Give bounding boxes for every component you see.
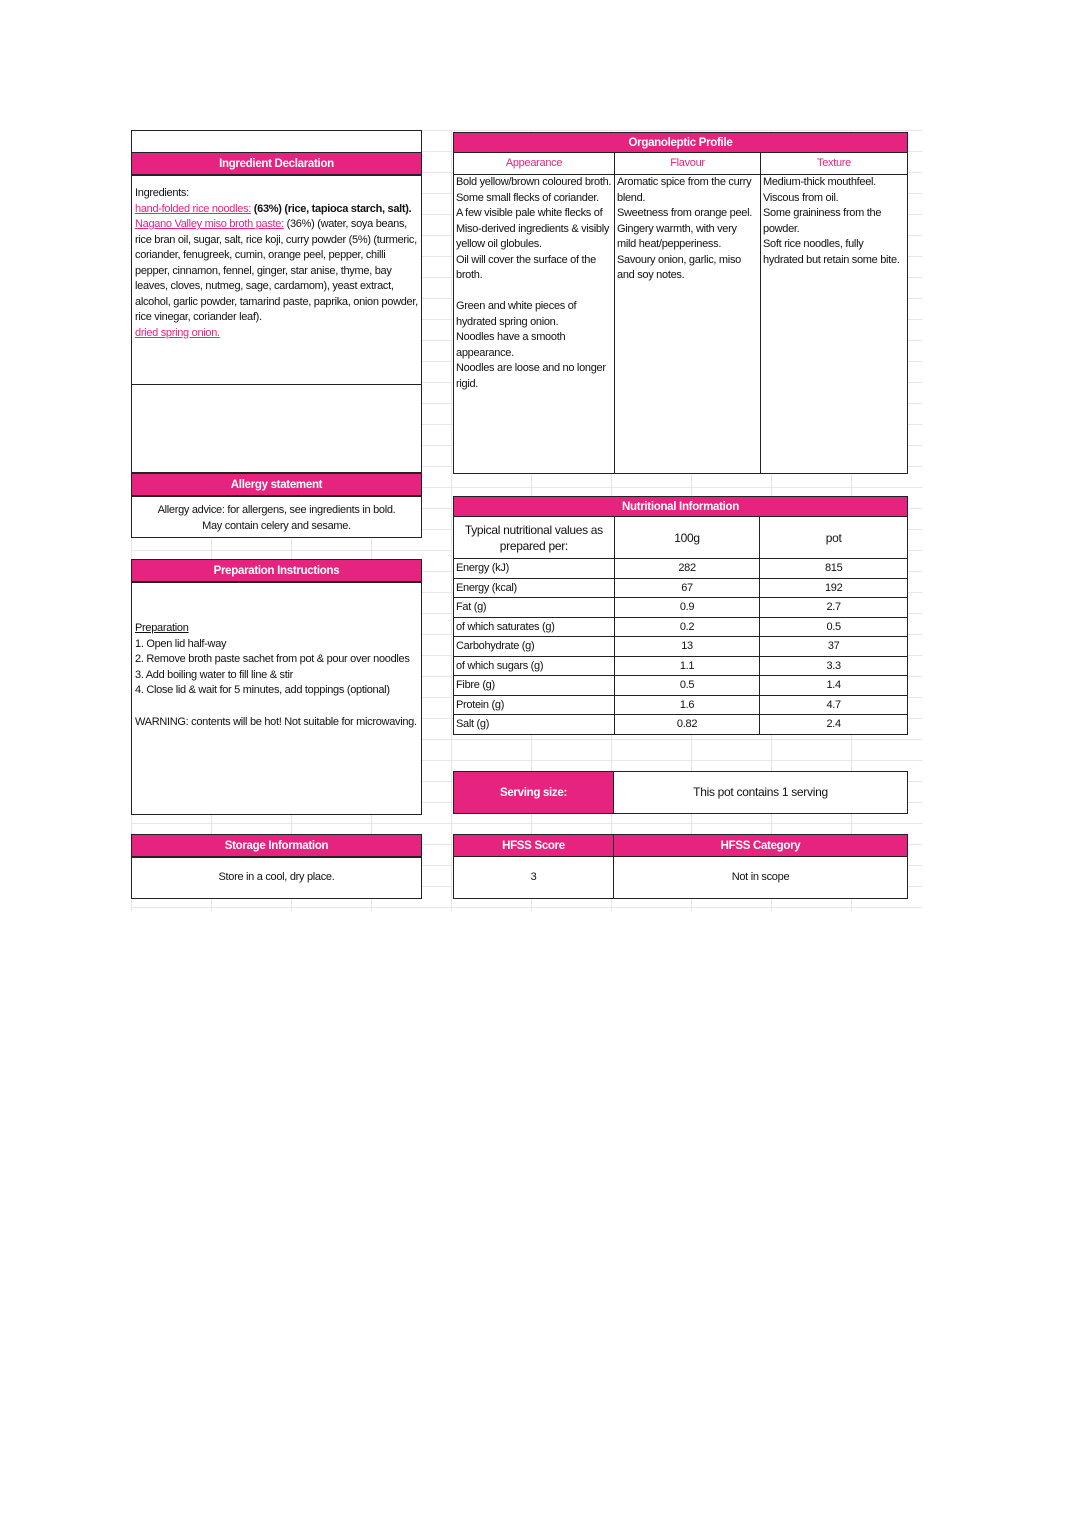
- table-row: [454, 676, 908, 696]
- ingredient-broth-detail: (36%) (water, soya beans, rice bran oil, sugar, salt, rice koji, curry powder (5%) (turmeric, coriander, fenugreek, cumin, orange peel, pepper, chilli pepper, cinnamon, fennel, ginger, star anise, thyme, bay leaves, cloves, nutmeg, sage, cardamom), yeast extract, alcohol, garlic powder, tamarind paste, paprika, onion powder, rice vinegar, coriander leaf).: [135, 218, 418, 323]
- allergy-box: [131, 496, 422, 538]
- table-row: [454, 617, 908, 637]
- nutrient-name: Energy (kJ): [454, 559, 615, 579]
- preparation-step-1: 1. Open lid half-way: [135, 637, 227, 650]
- table-row: [454, 578, 908, 598]
- ingredient-onion-name: dried spring onion.: [135, 326, 220, 339]
- nutrient-per-pot: 2.7: [760, 598, 908, 618]
- hfss-score-header: HFSS Score: [453, 834, 614, 857]
- allergy-line-1: Allergy advice: for allergens, see ingredients in bold.: [157, 504, 396, 516]
- table-row: [454, 695, 908, 715]
- preparation-header: Preparation Instructions: [131, 559, 422, 582]
- nutrition-table-header-row: [454, 517, 908, 559]
- spreadsheet-page: [131, 130, 922, 911]
- preparation-title: Preparation: [135, 622, 189, 634]
- serving-size-label: Serving size:: [453, 771, 614, 814]
- nutrient-per-100g: 67: [614, 578, 760, 598]
- organoleptic-body: [453, 174, 908, 474]
- allergy-header: Allergy statement: [131, 473, 422, 496]
- ingredient-noodles-name: hand-folded rice noodles:: [135, 202, 252, 215]
- ingredient-noodles-detail: (63%) (rice, tapioca starch, salt).: [251, 202, 412, 215]
- organoleptic-header: Organoleptic Profile: [453, 132, 908, 153]
- nutrient-per-100g: 1.1: [614, 656, 760, 676]
- nutrient-per-100g: 13: [614, 637, 760, 657]
- preparation-step-2: 2. Remove broth paste sachet from pot & pour over noodles: [135, 653, 410, 665]
- nutrient-per-100g: 0.9: [614, 598, 760, 618]
- allergy-line-2: May contain celery and sesame.: [202, 520, 351, 532]
- storage-box: [131, 857, 422, 899]
- nutrient-per-pot: 0.5: [760, 617, 908, 637]
- top-empty-cell: [131, 130, 422, 152]
- nutrient-name: Fat (g): [454, 598, 615, 618]
- nutrient-per-100g: 0.5: [614, 676, 760, 696]
- nutrition-header: Nutritional Information: [453, 496, 908, 517]
- nutrition-pot-header: pot: [760, 517, 908, 559]
- ingredients-label: Ingredients:: [135, 187, 189, 199]
- nutrient-name: Protein (g): [454, 695, 615, 715]
- ingredient-text: [135, 186, 418, 341]
- nutrition-values-label: Typical nutritional values as prepared per:: [454, 517, 615, 559]
- nutrition-100g-header: 100g: [614, 517, 760, 559]
- nutrient-name: Carbohydrate (g): [454, 637, 615, 657]
- nutrient-per-100g: 0.2: [614, 617, 760, 637]
- appearance-text: Bold yellow/brown coloured broth. Some small flecks of coriander. A few visible pale white flecks of Miso-derived ingredients & visibly yellow oil globules. Oil will cover the surface of the broth. Green and white pieces of hydrated spring onion. Noodles have a smooth appearance. Noodles are loose and no longer rigid.: [454, 175, 615, 473]
- nutrient-name: Energy (kcal): [454, 578, 615, 598]
- table-row: [454, 637, 908, 657]
- nutrient-per-pot: 3.3: [760, 656, 908, 676]
- preparation-box: [131, 582, 422, 815]
- flavour-text: Aromatic spice from the curry blend. Sweetness from orange peel. Gingery warmth, with very mild heat/pepperiness. Savoury onion, garlic, miso and soy notes.: [615, 175, 761, 473]
- serving-size-value: This pot contains 1 serving: [613, 771, 908, 814]
- storage-header: Storage Information: [131, 834, 422, 857]
- table-row: [454, 598, 908, 618]
- nutrient-per-100g: 0.82: [614, 715, 760, 735]
- table-row: [454, 715, 908, 735]
- nutrition-table: [453, 516, 908, 735]
- ingredient-broth-name: Nagano Valley miso broth paste:: [135, 218, 284, 230]
- preparation-step-3: 3. Add boiling water to fill line & stir: [135, 668, 293, 681]
- ingredient-spacer-box: [131, 385, 422, 473]
- flavour-column-header: Flavour: [615, 153, 761, 174]
- nutrient-name: of which sugars (g): [454, 656, 615, 676]
- table-row: [454, 656, 908, 676]
- nutrient-per-100g: 282: [614, 559, 760, 579]
- nutrient-per-pot: 192: [760, 578, 908, 598]
- nutrient-per-100g: 1.6: [614, 695, 760, 715]
- preparation-warning: WARNING: contents will be hot! Not suitable for microwaving.: [135, 715, 417, 728]
- appearance-column-header: Appearance: [454, 153, 615, 174]
- nutrient-per-pot: 815: [760, 559, 908, 579]
- table-row: [454, 559, 908, 579]
- hfss-category-value: Not in scope: [613, 856, 908, 899]
- ingredient-declaration-header: Ingredient Declaration: [131, 152, 422, 175]
- ingredient-declaration-box: [131, 175, 422, 385]
- preparation-step-4: 4. Close lid & wait for 5 minutes, add toppings (optional): [135, 684, 390, 696]
- texture-column-header: Texture: [817, 157, 851, 169]
- nutrient-per-pot: 37: [760, 637, 908, 657]
- nutrient-name: Salt (g): [454, 715, 615, 735]
- storage-text: Store in a cool, dry place.: [218, 871, 335, 883]
- nutrient-name: Fibre (g): [454, 676, 615, 696]
- nutrient-name: of which saturates (g): [454, 617, 615, 637]
- hfss-score-value: 3: [453, 856, 614, 899]
- texture-text: Medium-thick mouthfeel. Viscous from oil. Some graininess from the powder. Soft rice noodles, fully hydrated but retain some bite.: [763, 176, 900, 266]
- organoleptic-columns-row: [453, 153, 908, 175]
- nutrient-per-pot: 2.4: [760, 715, 908, 735]
- nutrient-per-pot: 1.4: [760, 676, 908, 696]
- nutrient-per-pot: 4.7: [760, 695, 908, 715]
- hfss-category-header: HFSS Category: [613, 834, 908, 857]
